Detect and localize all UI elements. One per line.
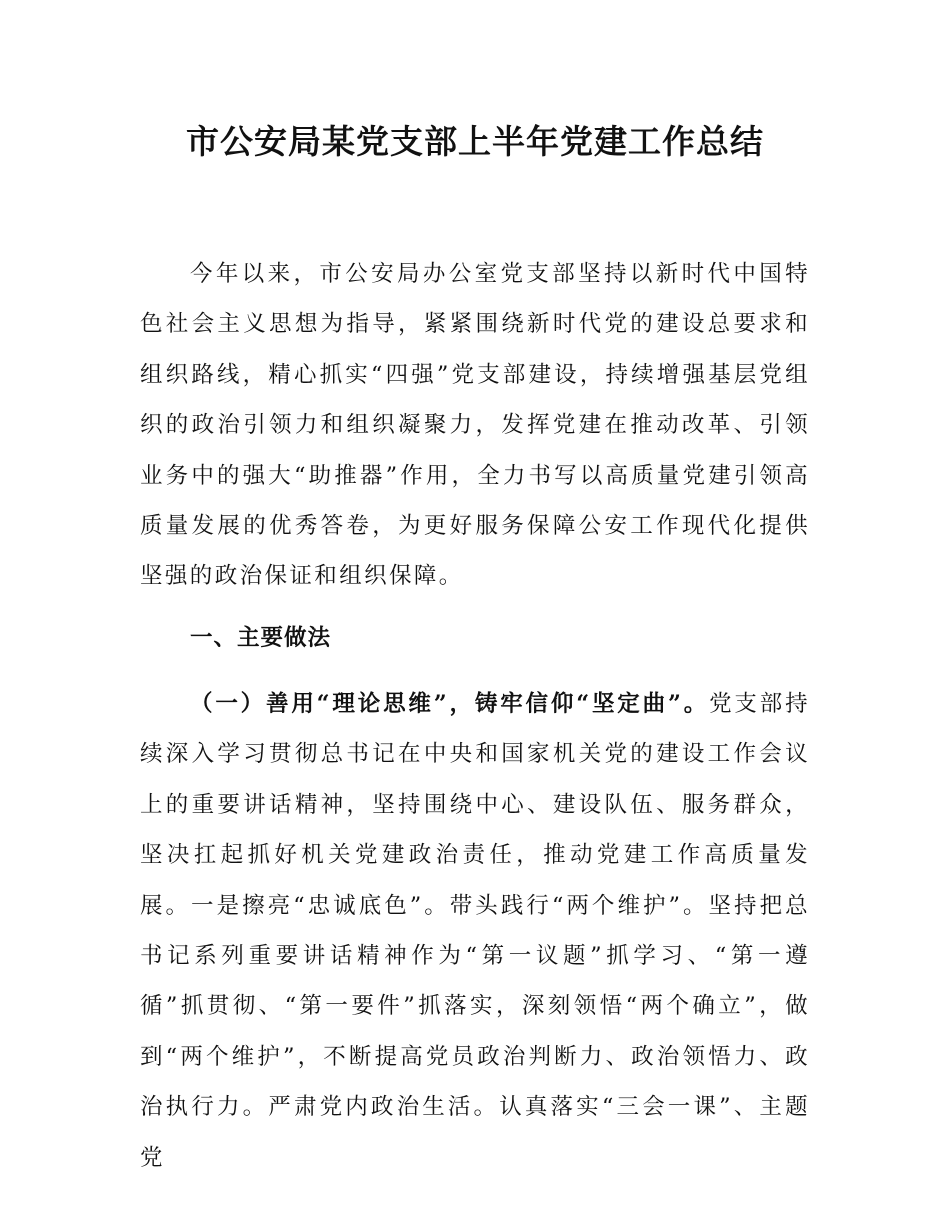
- intro-paragraph: 今年以来，市公安局办公室党支部坚持以新时代中国特色社会主义思想为指导，紧紧围绕新时代党的建设总要求和组织路线，精心抓实“四强”党支部建设，持续增强基层党组织的政治引领力和组织凝聚力，发挥党建在推动改革、引领业务中的强大“助推器”作用，全力书写以高质量党建引领高质量发展的优秀答卷，为更好服务保障公安工作现代化提供坚强的政治保证和组织保障。: [140, 261, 810, 590]
- subsection-1-text: 党支部持续深入学习贯彻总书记在中央和国家机关党的建设工作会议上的重要讲话精神，坚持围绕中心、建设队伍、服务群众，坚决扛起抓好机关党建政治责任，推动党建工作高质量发展。一是擦亮“忠诚底色”。带头践行“两个维护”。坚持把总书记系列重要讲话精神作为“第一议题”抓学习、“第一遵循”抓贯彻、“第一要件”抓落实，深刻领悟“两个确立”，做到“两个维护”，不断提高党员政治判断力、政治领悟力、政治执行力。严肃党内政治生活。认真落实“三会一课”、主题党: [140, 691, 810, 1171]
- document-title: 市公安局某党支部上半年党建工作总结: [186, 122, 764, 161]
- section-heading-main-practices: 一、主要做法: [190, 625, 332, 651]
- subsection-1-paragraph: [140, 679, 810, 1183]
- subsection-1-lead: （一）善用“理论思维”，铸牢信仰“坚定曲”。: [190, 691, 710, 717]
